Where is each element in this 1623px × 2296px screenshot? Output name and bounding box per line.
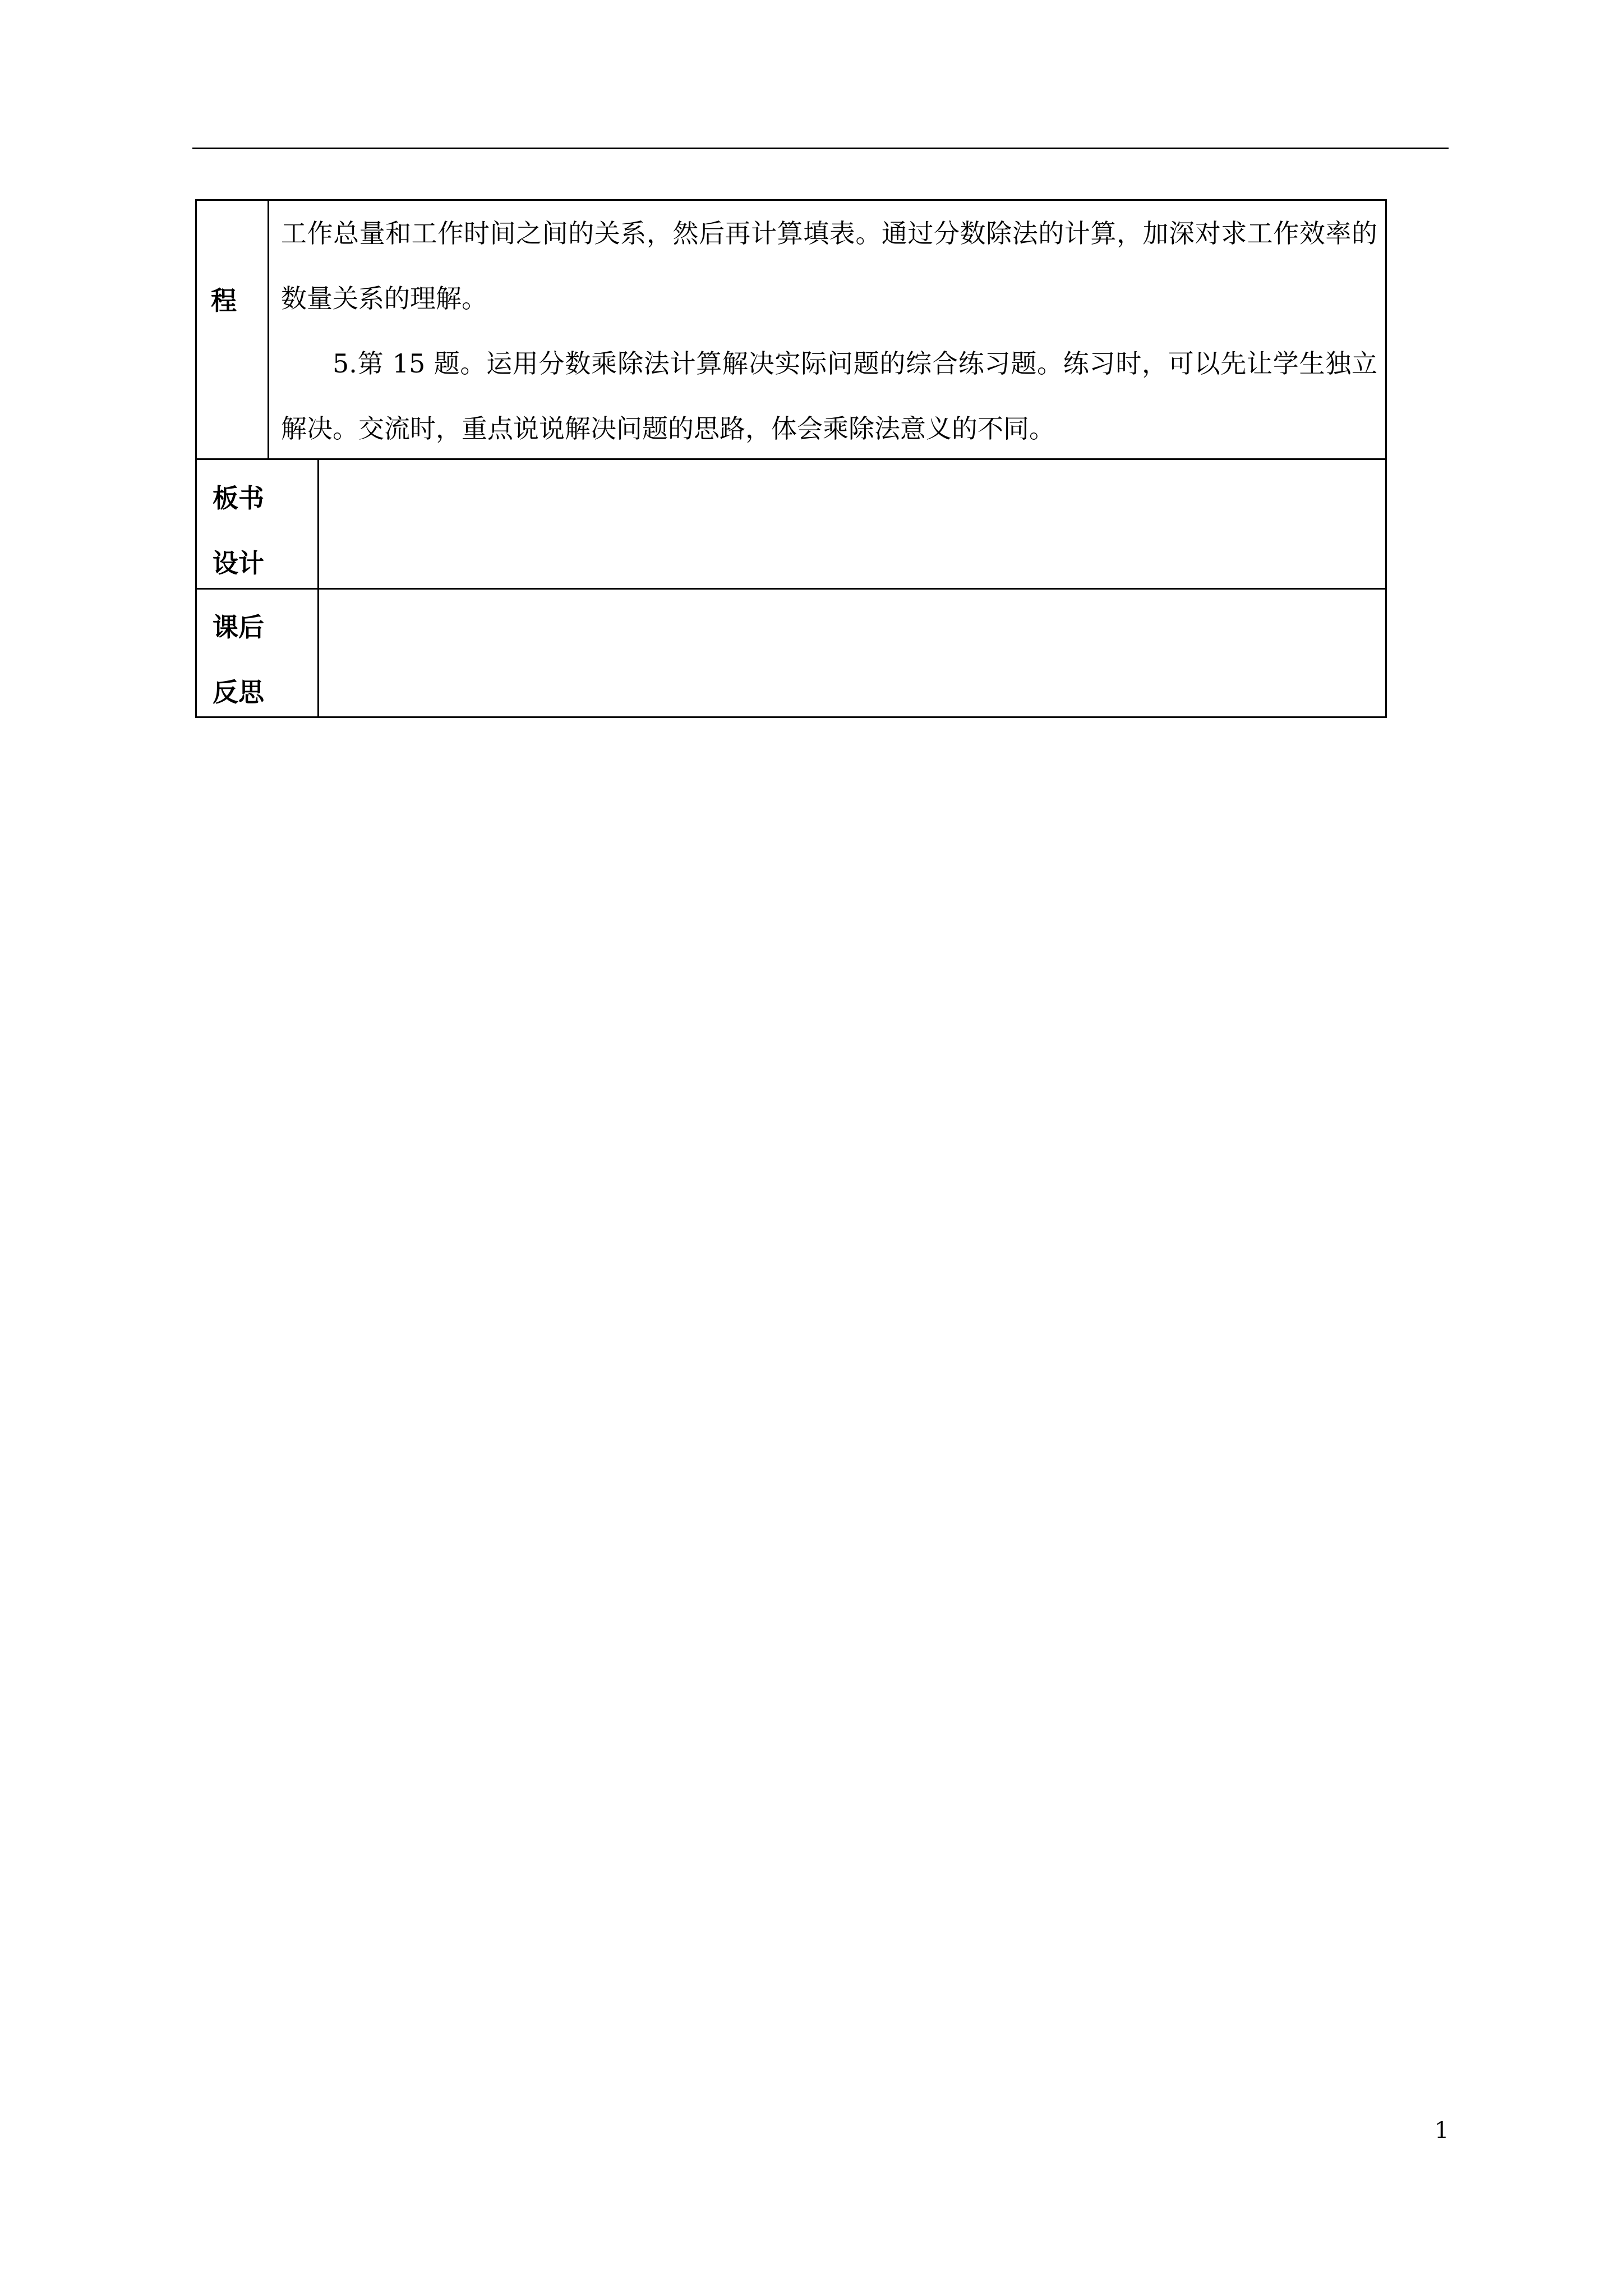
reflection-label-line: 反思 [213,677,264,707]
row-process-content [281,201,1377,461]
row-process-divider [268,201,269,458]
process-paragraph: 5.第 15 题。运用分数乘除法计算解决实际问题的综合练习题。练习时，可以先让学生独立解决。交流时，重点说说解决问题的思路，体会乘除法意义的不同。 [281,348,1377,444]
row-process-label: 程 [211,286,237,316]
process-paragraph: 工作总量和工作时间之间的关系，然后再计算填表。通过分数除法的计算，加深对求工作效率的数量关系的理解。 [281,218,1377,314]
lesson-plan-table [195,199,1387,718]
board-design-label-line: 设计 [213,548,264,578]
reflection-content[interactable] [320,590,1383,716]
reflection-label-line: 课后 [213,612,264,642]
row-reflection-label [213,595,264,725]
board-design-label-line: 板书 [213,483,264,513]
page-number: 1 [1435,2118,1449,2143]
board-design-content[interactable] [320,460,1383,588]
header-rule [192,148,1449,149]
row-board-design-label [213,466,264,596]
row-board-design-divider [317,458,319,716]
